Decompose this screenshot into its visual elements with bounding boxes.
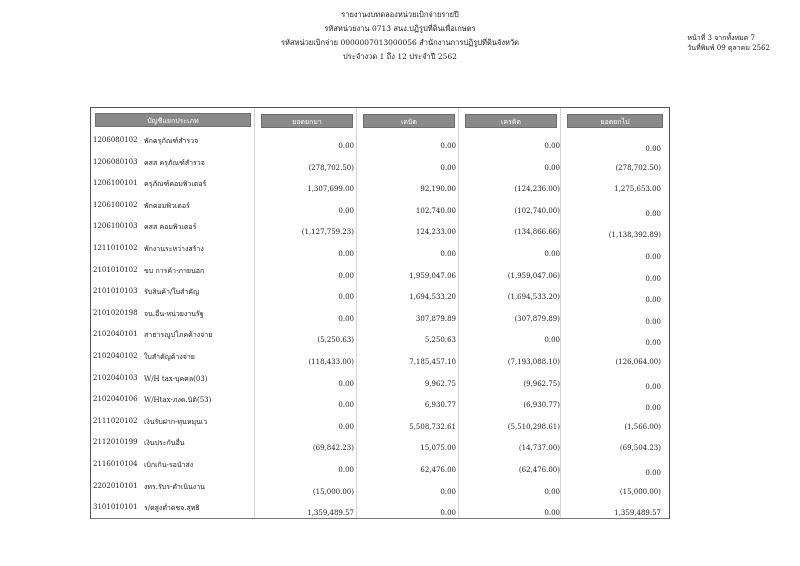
account-name: พักครุภัณฑ์สำรวจ [144, 137, 199, 145]
table-row [91, 266, 669, 287]
account-name: สาธารณูปโภคค้างจ่าย [144, 331, 213, 340]
account-code: 1206100103 [93, 222, 138, 231]
credit-amount: 0.00 [544, 487, 560, 496]
opening-balance: 0.00 [338, 142, 354, 150]
debit-amount: 62,476.00 [420, 466, 456, 474]
table-row [91, 244, 669, 265]
debit-amount: 6,930.77 [424, 401, 456, 410]
opening-balance: (1,127,759.23) [301, 228, 354, 237]
closing-balance: 0.00 [645, 145, 661, 153]
credit-amount: (9,962.75) [523, 379, 560, 388]
closing-balance: (278,702.50) [615, 163, 661, 172]
credit-amount: (1,959,047.06) [507, 271, 560, 280]
print-date: วันที่พิมพ์ 09 ตุลาคม 2562 [687, 44, 770, 52]
table-row [91, 482, 669, 503]
opening-balance: 0.00 [338, 206, 354, 215]
account-code: 2102040102 [93, 352, 138, 360]
account-name: เบิกเกิน-รอนำส่ง [144, 461, 194, 469]
debit-amount: 15,075.00 [420, 444, 456, 453]
closing-balance: 0.00 [645, 469, 661, 477]
account-code: 2111020102 [93, 416, 138, 425]
account-name: ใบสำคัญค้างจ่าย [144, 353, 195, 361]
closing-balance: 0.00 [645, 209, 661, 218]
credit-amount: (7,193,088.10) [507, 358, 560, 366]
opening-balance: 0.00 [338, 314, 354, 323]
debit-amount: 0.00 [440, 487, 456, 496]
account-code: 2102040106 [93, 395, 138, 404]
debit-amount: 0.00 [440, 509, 456, 518]
report-header [0, 10, 800, 66]
table-row [91, 136, 669, 157]
closing-balance: (69,504.23) [619, 444, 661, 453]
credit-amount: (102,740.00) [514, 206, 560, 215]
account-code: 2112010199 [93, 438, 138, 447]
header-account: บัญชีแยกประเภท [95, 113, 251, 127]
account-name: จน.อื่น-หน่วยงานรัฐ [144, 309, 204, 318]
account-name: ครุภัณฑ์คอมพิวเตอร์ [144, 180, 207, 189]
opening-balance: 1,307,699.00 [307, 185, 354, 194]
closing-balance: 0.00 [645, 317, 661, 326]
table-row [91, 503, 669, 524]
account-name: งทร.รับร-ดำเนินงาน [144, 482, 205, 491]
table-row [91, 460, 669, 481]
table-row [91, 158, 669, 179]
closing-balance: 0.00 [645, 382, 661, 391]
account-name: เงินประกันอื่น [144, 439, 185, 448]
account-name: W/Htax-ภงด.นิติ(53) [144, 396, 212, 405]
header-opening-balance: ยอดยกมา [261, 114, 353, 128]
closing-balance: (1,138,392.89) [608, 231, 661, 240]
credit-amount: (134,866.66) [514, 228, 560, 237]
opening-balance: (118,433.00) [308, 358, 354, 366]
table-row [91, 395, 669, 416]
closing-balance: 0.00 [645, 339, 661, 348]
debit-amount: 0.00 [440, 163, 456, 172]
trial-balance-table [90, 107, 670, 519]
account-code: 2101010102 [93, 265, 138, 274]
opening-balance: 0.00 [338, 293, 354, 302]
opening-balance: 1,359,489.57 [307, 509, 354, 518]
credit-amount: (62,476.00) [518, 466, 560, 474]
account-name: ร/ดสูงต่ำดชจ.สุทธิ [144, 504, 200, 513]
closing-balance: 1,359,489.57 [614, 509, 661, 518]
closing-balance: 0.00 [645, 404, 661, 413]
closing-balance: (126,064.00) [615, 358, 661, 366]
account-code: 2101020198 [93, 308, 138, 317]
account-name: W/H tax-บุคคล(03) [144, 374, 208, 383]
account-code: 1206080103 [93, 157, 138, 166]
debit-amount: 124,233.00 [415, 228, 456, 237]
debit-amount: 1,694,533.20 [409, 293, 456, 302]
debit-amount: 5,250.63 [424, 336, 456, 345]
opening-balance: (5,250.63) [317, 336, 354, 345]
opening-balance: (15,000.00) [312, 487, 354, 496]
header-debit: เดบิต [363, 114, 455, 128]
account-code: 2116010104 [93, 460, 138, 468]
account-code: 1206080102 [93, 136, 138, 144]
opening-balance: 0.00 [338, 271, 354, 280]
account-name: พักงานระหว่างสร้าง [144, 245, 204, 253]
account-code: 1206100101 [93, 179, 138, 188]
closing-balance: 0.00 [645, 296, 661, 305]
table-row [91, 374, 669, 395]
table-row [91, 438, 669, 459]
account-code: 2102040103 [93, 373, 138, 382]
account-name: รับสินค้า/ใบสำคัญ [144, 288, 199, 297]
credit-amount: 0.00 [544, 163, 560, 172]
page-info [687, 33, 770, 53]
debit-amount: 92,190.00 [420, 185, 456, 194]
disbursement-unit-line: รหัสหน่วยเบิกจ่าย 0000007013000056 สำนักงานการปฏิรูปที่ดินจังหวัด [280, 38, 520, 47]
period-line: ประจำงวด 1 ถึง 12 ประจำปี 2562 [343, 52, 457, 61]
debit-amount: 7,185,457.10 [409, 358, 456, 366]
report-title: รายงานงบทดลองหน่วยเบิกจ่ายรายปี [341, 10, 459, 19]
credit-amount: (14,737.00) [518, 444, 560, 453]
debit-amount: 0.00 [440, 250, 456, 258]
table-row [91, 222, 669, 243]
account-name: ขบ การค้า-ภายนอก [144, 266, 205, 275]
credit-amount: 0.00 [544, 250, 560, 258]
opening-balance: 0.00 [338, 422, 354, 431]
opening-balance: 0.00 [338, 379, 354, 388]
opening-balance: 0.00 [338, 250, 354, 258]
closing-balance: (1,566.00) [624, 422, 661, 431]
account-name: พักคอมพิวเตอร์ [144, 201, 190, 210]
debit-amount: 9,962.75 [424, 379, 456, 388]
opening-balance: 0.00 [338, 466, 354, 474]
table-row [91, 330, 669, 351]
header-credit: เครดิต [465, 114, 557, 128]
table-row [91, 201, 669, 222]
credit-amount: (307,879.89) [514, 314, 560, 323]
table-header [91, 108, 669, 130]
opening-balance: 0.00 [338, 401, 354, 410]
credit-amount: (6,930.77) [523, 401, 560, 410]
table-row [91, 179, 669, 200]
credit-amount: (124,236.00) [514, 185, 560, 194]
table-row [91, 352, 669, 373]
table-row [91, 287, 669, 308]
credit-amount: 0.00 [544, 336, 560, 345]
debit-amount: 0.00 [440, 142, 456, 150]
table-row [91, 417, 669, 438]
account-name: คสส ครุภัณฑ์สำรวจ [144, 158, 205, 167]
closing-balance: 0.00 [645, 253, 661, 261]
account-code: 2102040101 [93, 330, 138, 339]
opening-balance: (278,702.50) [308, 163, 354, 172]
account-code: 1206100102 [93, 200, 138, 209]
debit-amount: 5,508,732.61 [409, 422, 456, 431]
closing-balance: (15,000.00) [619, 487, 661, 496]
closing-balance: 0.00 [645, 274, 661, 283]
account-code: 2101010103 [93, 287, 138, 296]
closing-balance: 1,275,653.00 [614, 185, 661, 194]
page-number: หน้าที่ 3 จากทั้งหมด 7 [687, 34, 755, 42]
table-row [91, 309, 669, 330]
account-name: คสส คอมพิวเตอร์ [144, 223, 197, 232]
credit-amount: (5,510,298.61) [507, 422, 560, 431]
account-code: 2202010101 [93, 481, 138, 490]
agency-code-line: รหัสหน่วยงาน 0713 สนง.ปฏิรูปที่ดินเพื่อเกษตร [324, 24, 476, 33]
debit-amount: 307,879.89 [415, 314, 456, 323]
debit-amount: 102,740.00 [415, 206, 456, 215]
header-closing-balance: ยอดยกไป [567, 114, 663, 128]
account-code: 3101010101 [93, 503, 138, 512]
account-name: เงินรับฝาก-ทุนหมุนเว [144, 417, 208, 426]
credit-amount: (1,694,533.20) [507, 293, 560, 302]
account-code: 1211010102 [93, 244, 138, 252]
debit-amount: 1,959,047.06 [409, 271, 456, 280]
credit-amount: 0.00 [544, 142, 560, 150]
opening-balance: (69,842.23) [312, 444, 354, 453]
credit-amount: 0.00 [544, 509, 560, 518]
